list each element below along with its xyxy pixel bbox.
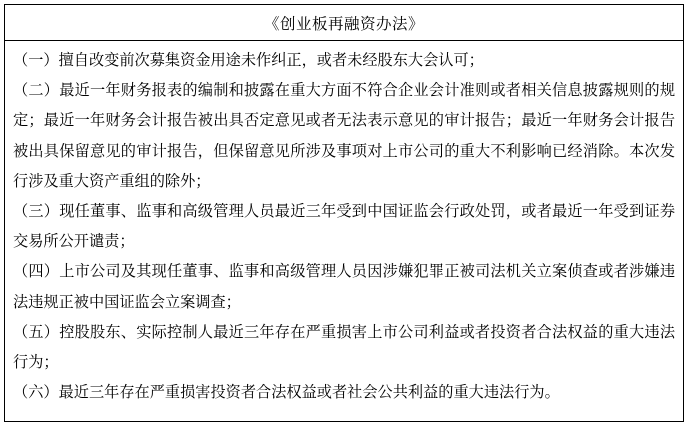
clause-1: （一）擅自改变前次募集资金用途未作纠正，或者未经股东大会认可；: [13, 51, 484, 69]
clause-5: （五）控股股东、实际控制人最近三年存在严重损害上市公司利益或者投资者合法权益的重大违法行为；: [13, 322, 675, 372]
clause-4: （四）上市公司及其现任董事、监事和高级管理人员因涉嫌犯罪正被司法机关立案侦查或者涉嫌违法违规正被中国证监会立案调查；: [13, 262, 675, 311]
document-table: [4, 4, 684, 422]
clause-2: （二）最近一年财务报表的编制和披露在重大方面不符合企业会计准则或者相关信息披露规则的规定；最近一年财务会计报告被出具否定意见或者无法表示意见的审计报告；最近一年财务会计报告被出具保留意见的审计报告，但保留意见所涉及事项对上市公司的重大不利影响已经消除。本次发行涉及重大资产重组的除外；: [13, 81, 675, 190]
clause-list: [5, 41, 683, 407]
document-title: 《创业板再融资办法》: [5, 5, 683, 41]
clause-6: （六）最近三年存在严重损害投资者合法权益或者社会公共利益的重大违法行为。: [13, 383, 560, 402]
clause-3: （三）现任董事、监事和高级管理人员最近三年受到中国证监会行政处罚，或者最近一年受到证券交易所公开谴责；: [13, 202, 675, 251]
